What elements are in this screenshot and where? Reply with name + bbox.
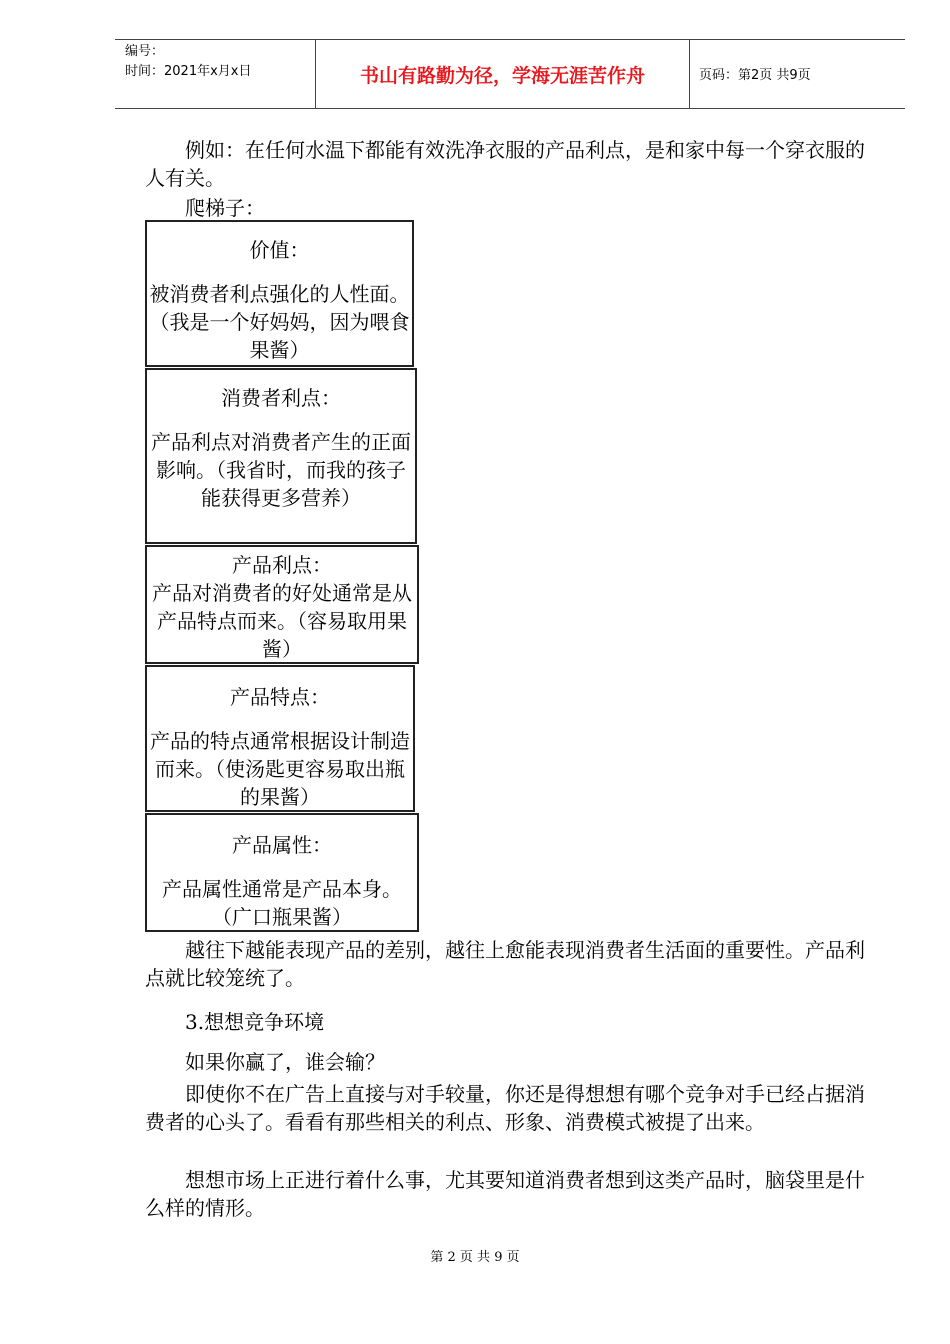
section-heading: 3.想想竞争环境 [185, 1010, 325, 1034]
page-footer: 第 2 页 共 9 页 [430, 1250, 520, 1265]
ladder-title: 爬梯子： [185, 196, 265, 220]
ladder-box-body: 被消费者利点强化的人性面。（我是一个好妈妈，因为喂食果酱） [149, 282, 410, 362]
header-motto: 书山有路勤为径，学海无涯苦作舟 [359, 64, 645, 87]
header-page-info: 页码：第2页 共9页 [699, 68, 811, 83]
ladder-box-body: 产品的特点通常根据设计制造而来。（使汤匙更容易取出瓶的果酱） [150, 729, 410, 809]
doc-number-label: 编号： [125, 44, 165, 59]
ladder-box-consumer-benefit [145, 368, 417, 544]
body-paragraph: 如果你赢了，谁会输？ [185, 1050, 385, 1074]
example-paragraph: 例如：在任何水温下都能有效洗净衣服的产品利点，是和家中每一个穿衣服的人有关。 [145, 138, 865, 190]
ladder-box-title: 产品属性： [232, 833, 332, 857]
body-paragraph: 想想市场上正进行着什么事，尤其要知道消费者想到这类产品时，脑袋里是什么样的情形。 [145, 1168, 865, 1220]
ladder-box-body: 产品对消费者的好处通常是从产品特点而来。（容易取用果酱） [152, 581, 412, 661]
ladder-box-title: 价值： [249, 238, 310, 262]
ladder-box-title: 消费者利点： [221, 386, 341, 410]
ladder-box-value [145, 220, 414, 367]
ladder-box-body: 产品属性通常是产品本身。（广口瓶果酱） [162, 877, 402, 929]
ladder-summary-paragraph: 越往下越能表现产品的差别，越往上愈能表现消费者生活面的重要性。产品利点就比较笼统了。 [145, 938, 865, 990]
header-divider [689, 40, 690, 108]
page-header [115, 39, 905, 109]
ladder-box-product-benefit [145, 545, 419, 664]
ladder-box-product-attribute [145, 813, 419, 932]
header-meta [125, 42, 251, 82]
doc-time-label: 时间：2021年x月x日 [125, 64, 252, 79]
body-paragraph: 即使你不在广告上直接与对手较量，你还是得想想有哪个竞争对手已经占据消费者的心头了。看看有那些相关的利点、形象、消费模式被提了出来。 [145, 1082, 865, 1134]
ladder-box-body: 产品利点对消费者产生的正面影响。（我省时，而我的孩子能获得更多营养） [151, 430, 411, 510]
ladder-box-product-feature [145, 665, 415, 812]
ladder-box-title: 产品特点： [230, 685, 330, 709]
ladder-box-title: 产品利点： [232, 553, 332, 577]
